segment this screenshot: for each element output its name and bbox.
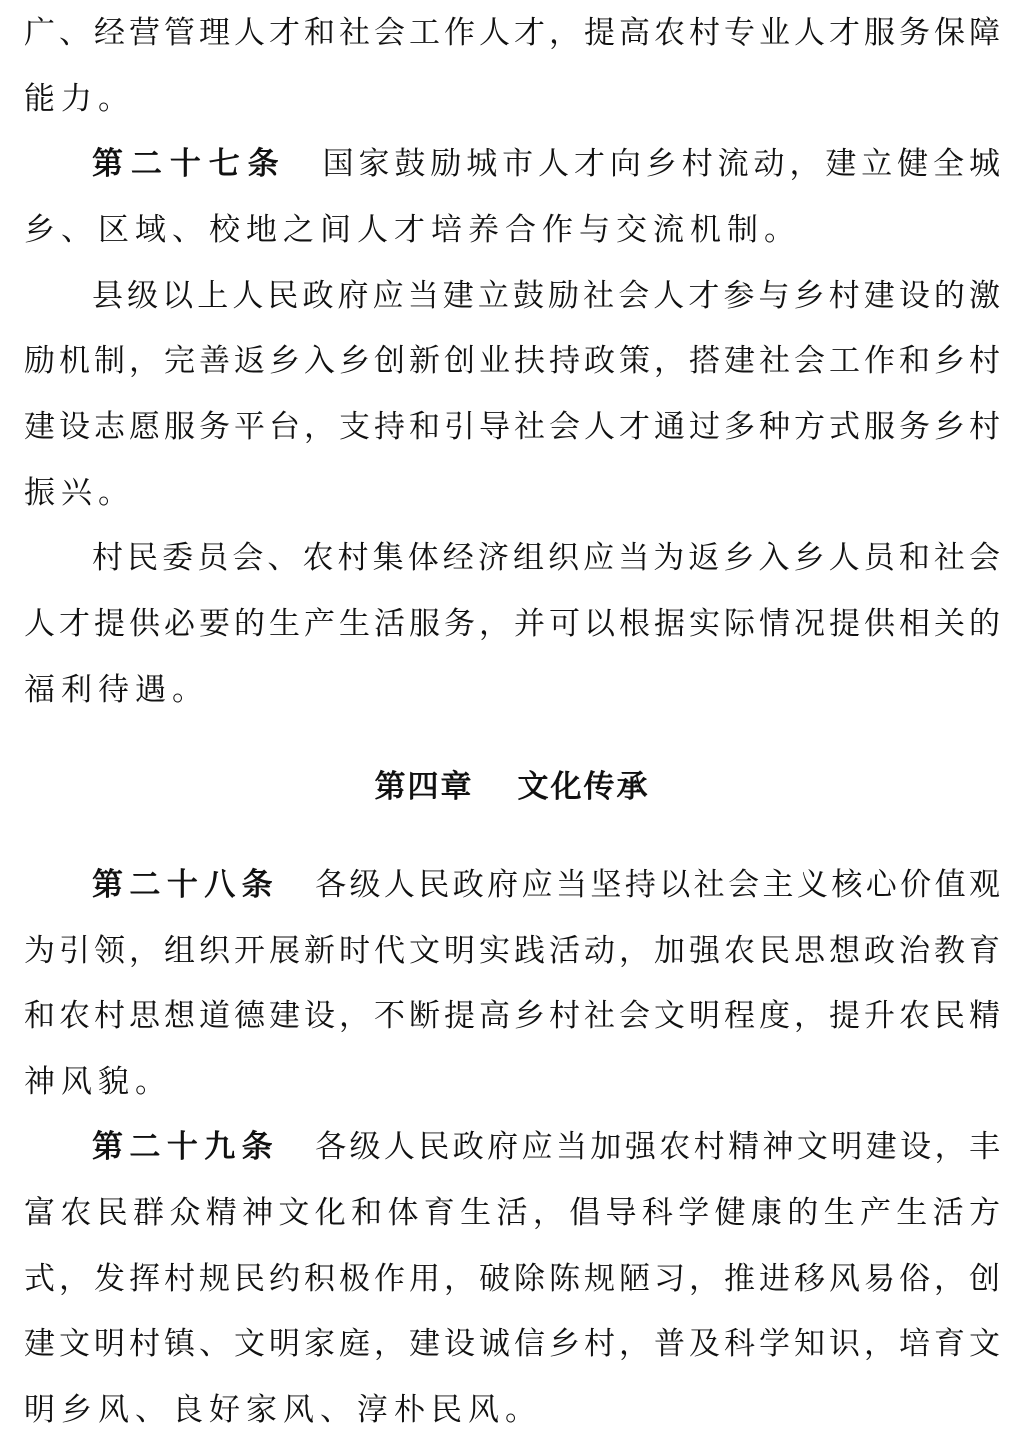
paragraph-line: 励机制，完善返乡入乡创新创业扶持政策，搭建社会工作和乡村 (24, 343, 1000, 379)
paragraph-line: 建文明村镇、文明家庭，建设诚信乡村，普及科学知识，培育文 (24, 1326, 1000, 1362)
article-29-first-line (92, 1114, 1000, 1180)
article-27-title: 第二十七条 (92, 146, 287, 182)
article-28-first-line (92, 852, 1000, 918)
article-29-title: 第二十九条 (92, 1129, 280, 1165)
paragraph-line: 福利待遇。 (24, 672, 209, 708)
chapter-title: 文化传承 (517, 769, 650, 805)
paragraph-line: 能力。 (24, 81, 135, 117)
article-27-first-line (92, 131, 1000, 197)
paragraph-line: 为引领，组织开展新时代文明实践活动，加强农民思想政治教育 (24, 933, 1000, 969)
article-28-text: 各级人民政府应当坚持以社会主义核心价值观 (315, 867, 1001, 903)
article-27-text: 国家鼓励城市人才向乡村流动，建立健全城 (322, 146, 1001, 182)
paragraph-line: 村民委员会、农村集体经济组织应当为返乡入乡人员和社会 (92, 540, 1000, 576)
paragraph-line: 乡、区域、校地之间人才培养合作与交流机制。 (24, 212, 801, 248)
article-28-title: 第二十八条 (92, 867, 280, 903)
paragraph-line: 县级以上人民政府应当建立鼓励社会人才参与乡村建设的激 (92, 278, 1000, 314)
paragraph-line: 建设志愿服务平台，支持和引导社会人才通过多种方式服务乡村 (24, 409, 1000, 445)
paragraph-line: 广、经营管理人才和社会工作人才，提高农村专业人才服务保障 (24, 15, 1000, 51)
paragraph-line: 人才提供必要的生产生活服务，并可以根据实际情况提供相关的 (24, 606, 1000, 642)
paragraph-line: 明乡风、良好家风、淳朴民风。 (24, 1392, 542, 1428)
chapter-number: 第四章 (374, 769, 474, 805)
paragraph-line: 神风貌。 (24, 1064, 172, 1100)
paragraph-line: 和农村思想道德建设，不断提高乡村社会文明程度，提升农民精 (24, 998, 1000, 1034)
paragraph-line: 富农民群众精神文化和体育生活，倡导科学健康的生产生活方 (24, 1195, 1000, 1231)
chapter-heading (24, 754, 1000, 820)
paragraph-line: 振兴。 (24, 475, 135, 511)
paragraph-line: 式，发挥村规民约积极作用，破除陈规陋习，推进移风易俗，创 (24, 1261, 1000, 1297)
article-29-text: 各级人民政府应当加强农村精神文明建设，丰 (315, 1129, 1001, 1165)
